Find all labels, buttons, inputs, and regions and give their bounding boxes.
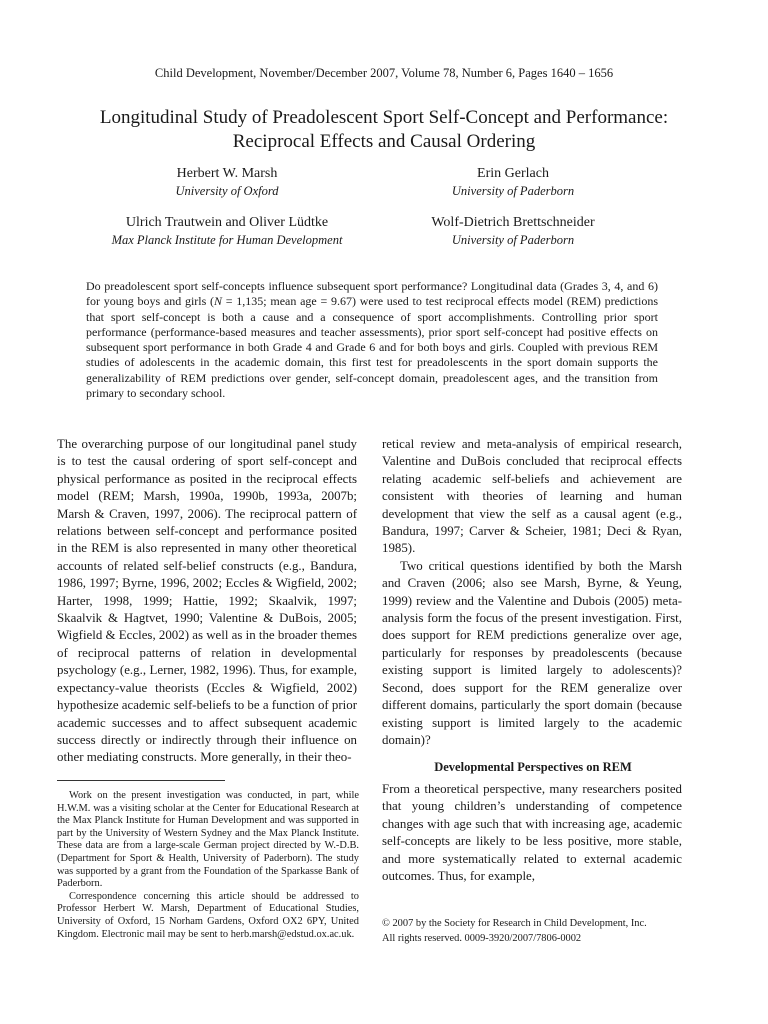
footnote-divider (57, 780, 225, 781)
section-body (382, 781, 682, 885)
abstract-n-symbol: N (214, 294, 223, 309)
footnote-paragraph: Work on the present investigation was conducted, in part, while H.W.M. was a visiting scholar at the Center for Educational Research at the Max Planck Institute for Human Development and was supported in part by the University of Western Sydney and the Max Planck Institute. These data are from a large-scale German project directed by W.-D.B. (Department for Sport & Health, University of Paderborn). The study was supported by a grant from the Foundation of the Sparkasse Bank of Paderborn. (57, 790, 359, 890)
title-line-1: Longitudinal Study of Preadolescent Sport Self-Concept and Performance: (99, 107, 669, 128)
author-name: Ulrich Trautwein and Oliver Lüdtke (125, 215, 329, 230)
left-column (57, 436, 357, 767)
body-paragraph: Two critical questions identified by both the Marsh and Craven (2006; also see Marsh, Byrne, & Yeung, 1999) review and the Valentine and Dubois (2005) meta-analysis form the focus of the present investigation. First, does support for REM predictions generalize over age, particularly for responses by preadolescents (because existing support is limited largely to adolescents)? Second, does support for the REM generalize over different domains, particularly the sport domain (because existing support is limited largely to the academic domain)? (382, 558, 682, 747)
author-affiliation: University of Paderborn (451, 184, 575, 198)
author-affiliation: University of Paderborn (451, 233, 575, 247)
footnote (57, 790, 359, 941)
article-title (40, 106, 728, 154)
copyright-notice (382, 916, 684, 946)
author-block-2 (343, 165, 683, 199)
title-line-2: Reciprocal Effects and Causal Ordering (232, 131, 536, 152)
copyright-line: All rights reserved. 0009-3920/2007/7806-0002 (382, 933, 582, 944)
footnote-paragraph: Correspondence concerning this article should be addressed to Professor Herbert W. Marsh, Department of Educational Studies, University of Oxford, 15 Norham Gardens, Oxford OX2 6PY, United Kingdom. Electronic mail may be sent to herb.marsh@edstud.ox.ac.uk. (57, 890, 359, 940)
body-paragraph: retical review and meta-analysis of empirical research, Valentine and DuBois concluded that reciprocal effects relating academic self-beliefs and achievement are consistent with theories of learning and human development that view the self as a causal agent (e.g., Bandura, 1997; Carver & Scheier, 1981; Deci & Ryan, 1985). (382, 437, 682, 556)
author-name: Wolf-Dietrich Brettschneider (431, 215, 595, 230)
body-paragraph: From a theoretical perspective, many researchers posited that young children’s understanding of competence changes with age such that with increasing age, academic self-concepts are likely to be less positive, more stable, and more systematically related to external academic outcomes. Thus, for example, (382, 782, 682, 884)
author-name: Erin Gerlach (477, 166, 549, 181)
section-heading: Developmental Perspectives on REM (434, 760, 632, 774)
author-affiliation: University of Oxford (175, 184, 279, 198)
author-name: Herbert W. Marsh (176, 166, 278, 181)
body-paragraph: The overarching purpose of our longitudinal panel study is to test the causal ordering of sport self-concept and physical performance as posited in the reciprocal effects model (REM; Marsh, 1990a, 1990b, 1993a, 2007b; Marsh & Craven, 1997, 2006). The reciprocal pattern of relations between self-concept and performance posited in the REM is also represented in many other theoretical accounts of related self-belief constructs (e.g., Bandura, 1986, 1997; Byrne, 1996, 2002; Eccles & Wigfield, 2002; Harter, 1998, 1999; Hattie, 1992; Skaalvik, 1997; Skaalvik & Hagtvet, 1990; Valentine & DuBois, 2005; Wigfield & Eccles, 2002) as well as in the broader themes of reciprocal patterns of relation in developmental psychology (e.g., Lerner, 1982, 1996). Thus, for example, expectancy-value theorists (Eccles & Wigfield, 2002) hypothesize academic self-beliefs to be a function of prior academic successes and to affect subsequent academic success directly or indirectly through their influence on other mediating constructs. More generally, in their theo- (57, 437, 357, 765)
abstract (86, 279, 658, 401)
journal-citation: Child Development, November/December 2007, Volume 78, Number 6, Pages 1640 – 1656 (154, 66, 614, 80)
right-column (382, 436, 682, 749)
copyright-line: © 2007 by the Society for Research in Child Development, Inc. (382, 918, 647, 929)
abstract-text-2: = 1,135; mean age = 9.67) were used to test reciprocal effects model (REM) predictions that sport self-concept is both a cause and a consequence of sport accomplishments. Controlling prior sport performance (performance-based measures and teacher assessments), prior sport self-concept had positive effects on subsequent sport performance in both Grade 4 and Grade 6 and for both boys and girls. Coupled with previous REM studies of adolescents in the academic domain, this first test for preadolescents in the sport domain supports the generalizability of REM predictions over gender, self-concept domain, preadolescent ages, and the transition from primary to secondary school. (86, 294, 658, 401)
author-block-4 (343, 214, 683, 248)
author-affiliation: Max Planck Institute for Human Development (111, 233, 343, 247)
abstract-text-1: Do preadolescent sport self-concepts influence subsequent sport performance? Longitudinal data (Grades 3, 4, and 6) for young boys and girls ( (86, 279, 658, 309)
